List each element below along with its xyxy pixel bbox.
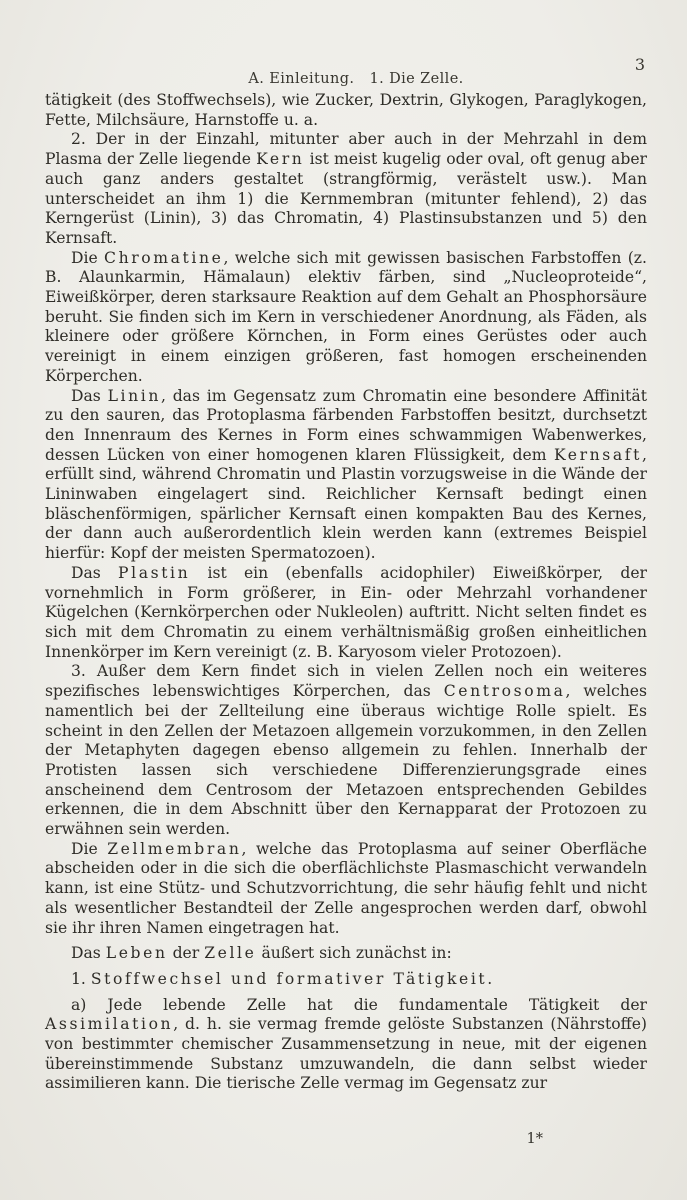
- text-run: ist ein (ebenfalls acidophiler) Eiweißkörper, der vornehmlich in Form größerer, in Ein- oder Mehrzahl vorhandener Kügelchen (Kernkörperchen oder Nukleolen) auftritt. Nicht selten findet es sich mit dem Chromatin zu einem verhältnismäßig großen einheitlichen Innenkörper im Kern vereinigt (z. B. Karyosom vieler Protozoen).: [45, 563, 648, 661]
- text-run: der: [167, 944, 205, 963]
- emphasized-term: Leben: [105, 944, 168, 963]
- text-run: .: [487, 969, 493, 988]
- page-body: [45, 91, 647, 1094]
- text-run: , das im Gegensatz zum Chromatin eine besondere Affinität zu den sauren, das Protoplasma färbenden Farbstoffen besitzt, durchsetzt den Innenraum des Kernes in Form eines schwammigen Wabenwerkes, dessen Lücken von einer homogenen klaren Flüssigkeit, dem: [45, 386, 647, 464]
- text-run: Die: [71, 248, 105, 267]
- emphasized-term: Linin: [107, 386, 161, 405]
- text-run: Die: [71, 839, 108, 858]
- paragraph: [45, 996, 647, 1095]
- emphasized-term: Zellmembran: [107, 839, 242, 858]
- text-run: Das: [71, 563, 119, 582]
- paragraph: [45, 662, 647, 839]
- text-run: , welche sich mit gewissen basischen Farbstoffen (z. B. Alaunkarmin, Hämalaun) elektiv färben, sind „Nucleoproteide“, Eiweißkörper, deren starksaure Reaktion auf dem Gehalt an Phosphorsäure beruht. Sie finden sich im Kern in verschiedener Anordnung, als Fäden, als kleinere oder größere Körnchen, in Form eines Gerüstes oder auch vereinigt in einem einzigen größeren, fast homogen erscheinenden Körperchen.: [45, 248, 647, 385]
- text-run: 2. Der in der Einzahl, mitunter aber auch in der Mehrzahl in dem Plasma der Zelle liegende: [45, 130, 647, 169]
- text-run: a) Jede lebende Zelle hat die fundamentale Tätigkeit der: [71, 995, 647, 1014]
- paragraph: [45, 840, 647, 939]
- text-run: äußert sich zunächst in:: [256, 944, 452, 963]
- emphasized-term: Assimilation: [45, 1015, 174, 1034]
- page-number: 3: [634, 55, 645, 74]
- signature-mark: 1*: [526, 1131, 543, 1147]
- paragraph: [45, 130, 647, 248]
- paragraph: [45, 970, 647, 990]
- text-run: Das: [71, 386, 108, 405]
- text-run: Das: [71, 944, 106, 963]
- emphasized-term: Plastin: [118, 563, 191, 582]
- text-run: 3. Außer dem Kern findet sich in vielen Zellen noch ein weiteres spezifisches lebenswichtiges Körperchen, das: [45, 662, 647, 701]
- text-run: , welches namentlich bei der Zellteilung eine überaus wichtige Rolle spielt. Es scheint in den Zellen der Metazoen allgemein vorzukommen, in den Zellen der Metaphyten dagegen ebenso allgemein zu fehlen. Innerhalb der Protisten lassen sich verschiedene Differenzierungsgrade eines anscheinend dem Centrosom der Metazoen entsprechenden Gebildes erkennen, die in dem Abschnitt über den Kernapparat der Protozoen zu erwähnen sein werden.: [45, 682, 647, 839]
- emphasized-term: Centrosoma: [443, 682, 566, 701]
- emphasized-term: Zelle: [204, 944, 257, 963]
- paragraph: [45, 564, 647, 663]
- paragraph: [45, 91, 647, 130]
- header-title: A. Einleitung. 1. Die Zelle.: [248, 71, 464, 87]
- emphasized-term: Kern: [256, 150, 305, 169]
- emphasized-term: Chromatine: [104, 248, 224, 267]
- text-run: ist meist kugelig oder oval, oft genug aber auch ganz anders gestaltet (strangförmig, verästelt usw.). Man unterscheidet an ihm 1) die Kernmembran (mitunter fehlend), 2) das Kerngerüst (Linin), 3) das Chromatin, 4) Plastinsubstanzen und 5) den Kernsaft.: [45, 150, 647, 247]
- paragraph: [45, 387, 647, 564]
- text-run: , d. h. sie vermag fremde gelöste Substanzen (Nährstoffe) von bestimmter chemischer Zusammensetzung in neue, mit der eigenen übereinstimmende Substanz umzuwandeln, die dann selbst wieder assimilieren kann. Die tierische Zelle vermag im Gegensatz zur: [45, 1015, 647, 1093]
- emphasized-term: Stoffwechsel und formativer Tätigkeit: [90, 969, 488, 988]
- text-run: , erfüllt sind, während Chromatin und Plastin vorzugsweise in die Wände der Lininwaben eingelagert sind. Reichlicher Kernsaft bedingt einen bläschenförmigen, spärlicher Kernsaft einen kompakten Bau des Kernes, der dann auch außerordentlich klein werden kann (extremes Beispiel hierfür: Kopf der meisten Spermatozoen).: [45, 445, 647, 563]
- emphasized-term: Kernsaft: [553, 445, 643, 464]
- paragraph: [45, 944, 647, 964]
- text-run: , welche das Protoplasma auf seiner Oberfläche abscheiden oder in die sich die oberflächlichste Plasmaschicht verwandeln kann, ist eine Stütz- und Schutzvorrichtung, die sehr häufig fehlt und nicht als wesentlicher Bestandteil der Zelle angesprochen werden darf, obwohl sie ihr ihren Namen eingetragen hat.: [45, 839, 647, 937]
- paragraph: [45, 249, 647, 387]
- text-run: 1.: [71, 969, 91, 988]
- text-run: tätigkeit (des Stoffwechsels), wie Zucker, Dextrin, Glykogen, Paraglykogen, Fette, Milchsäure, Harnstoffe u. a.: [45, 91, 647, 129]
